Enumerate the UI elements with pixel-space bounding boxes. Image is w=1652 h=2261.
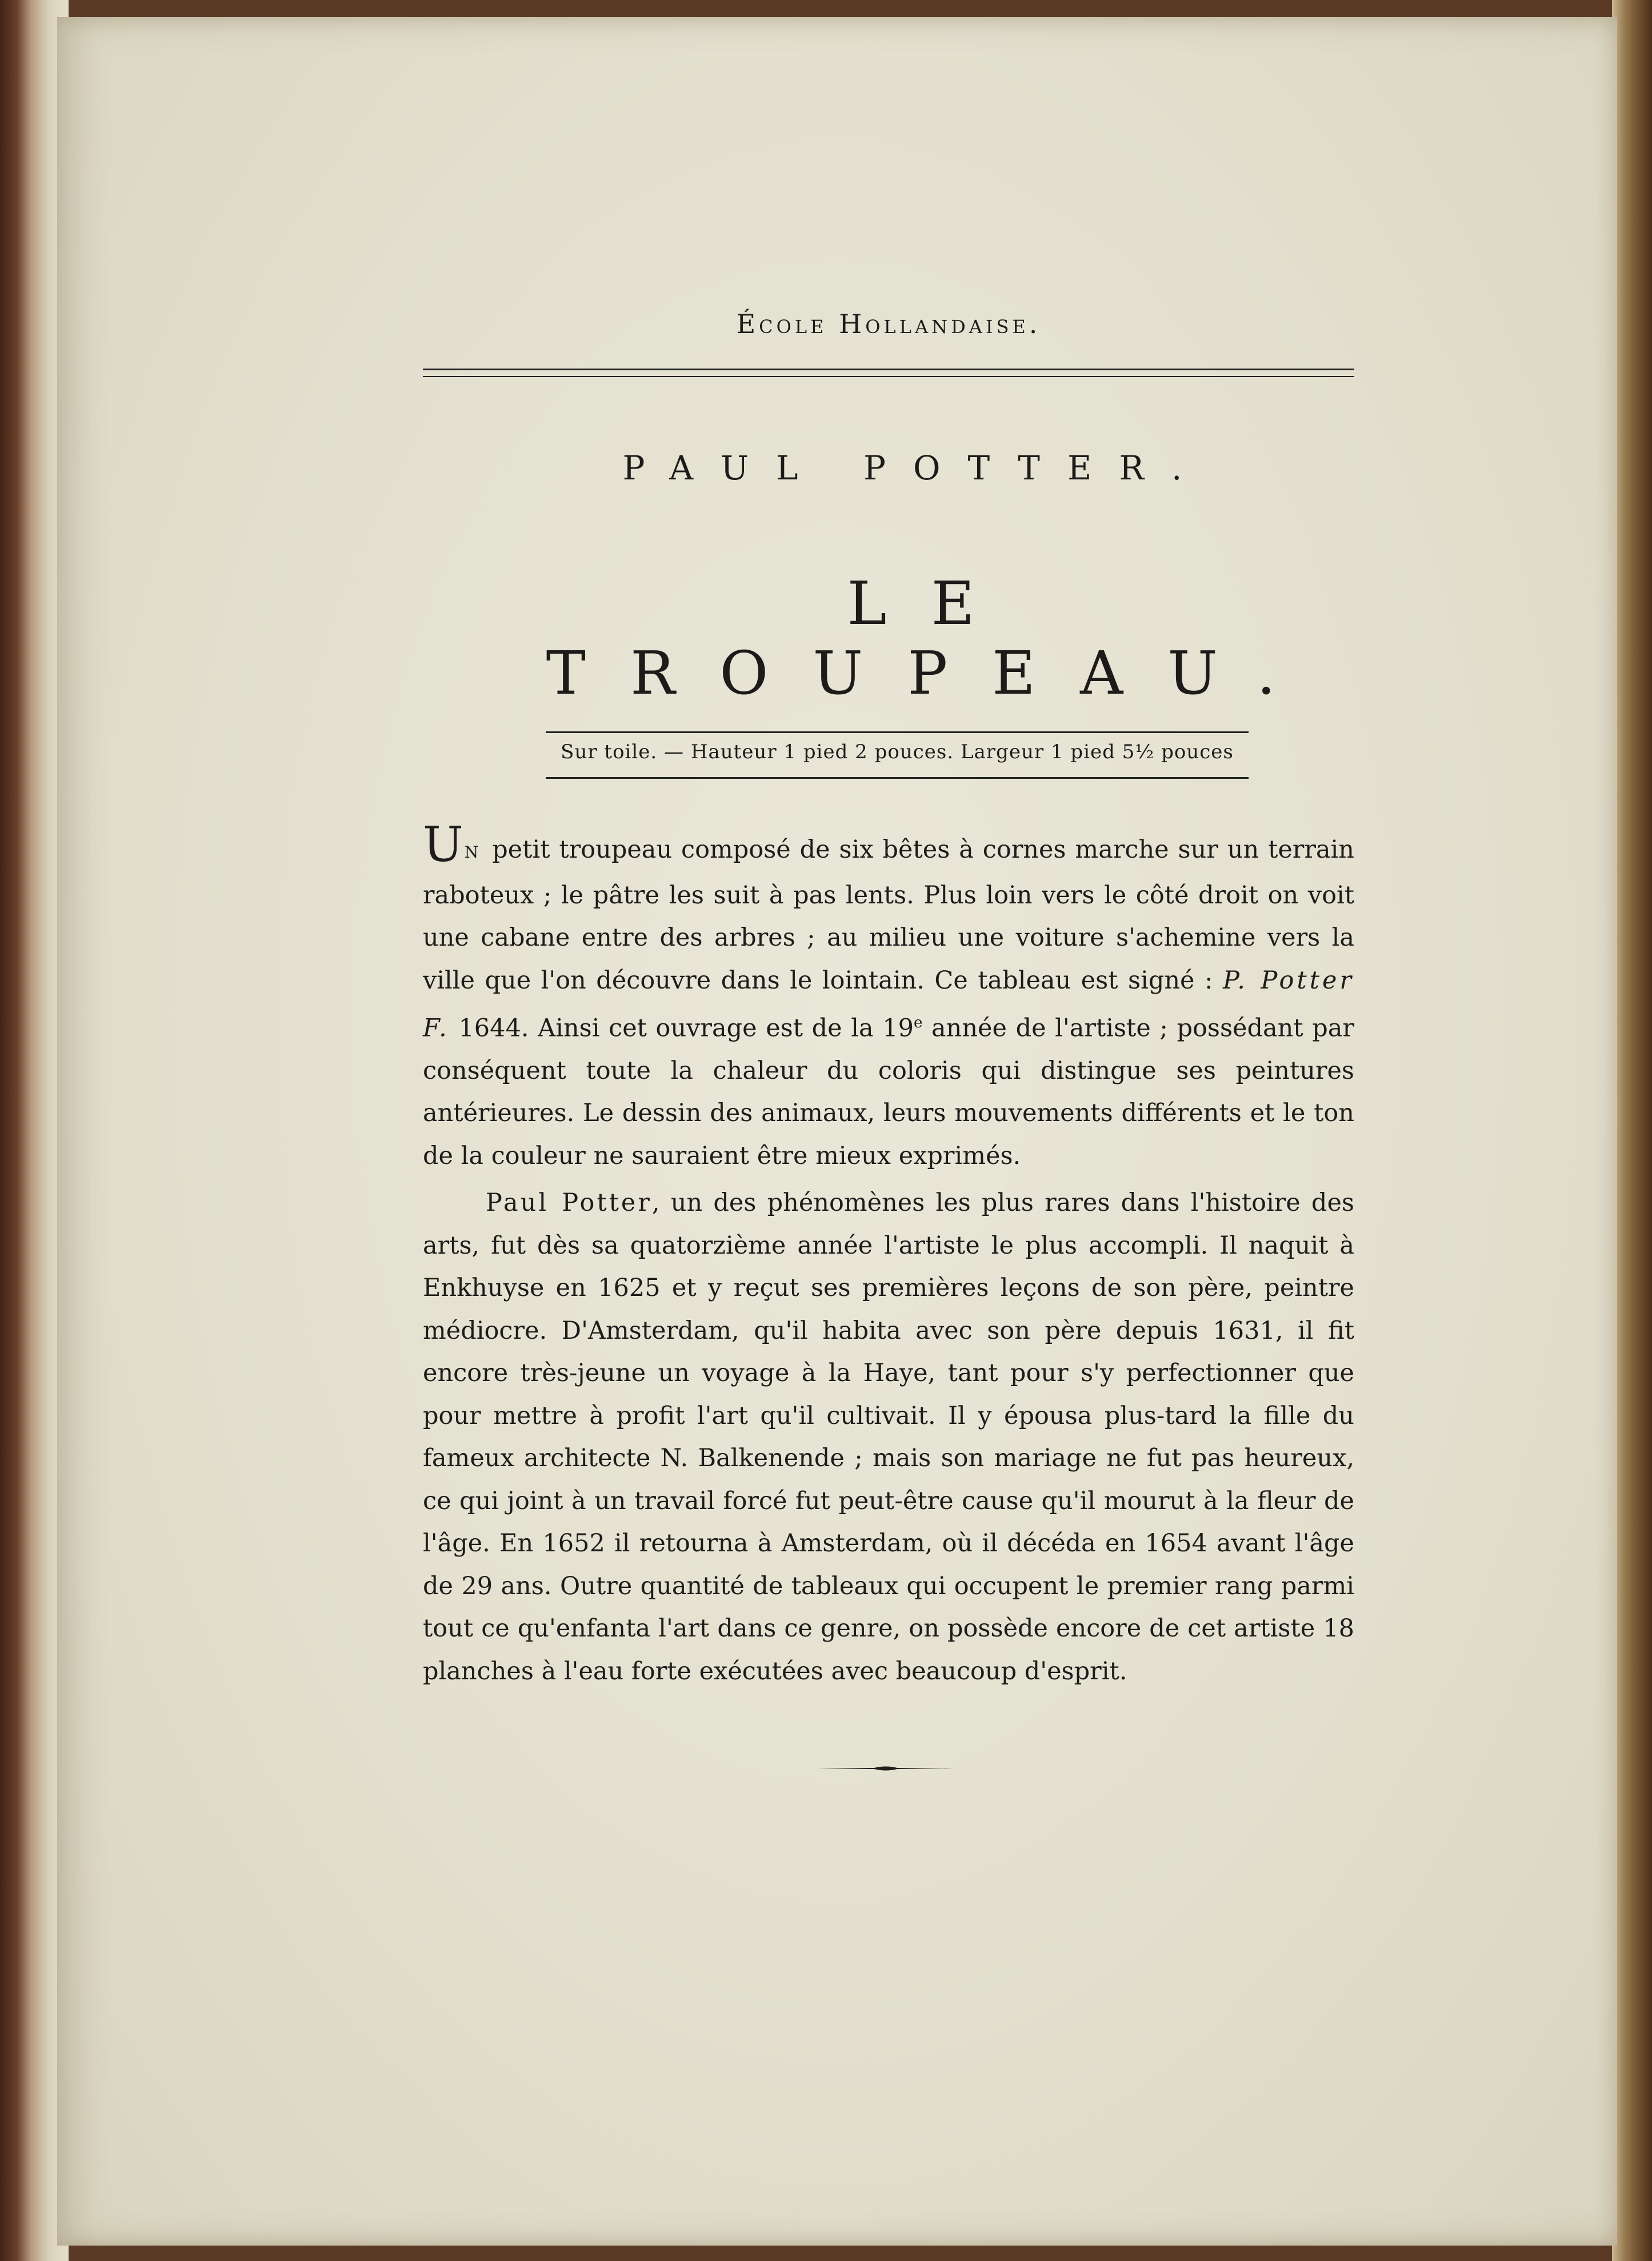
paragraph-2 — [423, 1182, 1354, 1692]
book-page — [57, 17, 1617, 2246]
paragraph-2-text: , un des phénomènes les plus rares dans l'histoire des arts, fut dès sa quatorzième année l'artiste le plus accompli. Il naquit à Enkhuyse en 1625 et y reçut ses premières leçons de son père, peintre médiocre. D'Amsterdam, qu'il habita avec son père depuis 1631, il fit encore très-jeune un voyage à la Haye, tant pour s'y perfectionner que pour mettre à profit l'art qu'il cultivait. Il y épousa plus-tard la fille du fameux architecte N. Balkenende ; mais son mariage ne fut pas heureux, ce qui joint à un travail forcé fut peut-être cause qu'il mourut à la fleur de l'âge. En 1652 il retourna à Amsterdam, où il décéda en 1654 avant l'âge de 29 ans. Outre quantité de tableaux qui occupent le premier rang parmi tout ce qu'enfanta l'art dans ce genre, on possède encore de cet artiste 18 planches à l'eau forte exécutées avec beaucoup d'esprit. — [423, 1188, 1354, 1686]
drop-cap-rest: N — [464, 843, 480, 862]
body-text — [423, 817, 1354, 1692]
paragraph-1-text-b: 1644. Ainsi cet ouvrage est de la 19 — [449, 1014, 914, 1043]
artist-name-inline: Paul Potter — [486, 1188, 652, 1218]
rule-above-dimensions — [546, 731, 1249, 733]
double-rule — [423, 369, 1354, 377]
rule-below-dimensions — [546, 777, 1249, 779]
signature: P. Potter F. — [423, 966, 1354, 1043]
drop-cap: U — [423, 817, 463, 873]
paragraph-1-text-a: petit troupeau composé de six bêtes à cornes marche sur un terrain raboteux ; le pâtre les suit à pas lents. Plus loin vers le côté droit on voit une cabane entre des arbres ; au milieu une voiture s'achemine vers la ville que l'on découvre dans le lointain. Ce tableau est signé : — [423, 835, 1354, 995]
dimensions-line: Sur toile. — Hauteur 1 pied 2 pouces. Largeur 1 pied 5½ pouces — [561, 741, 1234, 763]
page-edge — [1612, 0, 1652, 2261]
superscript: e — [914, 1014, 923, 1031]
paragraph-1-text-c: année de l'artiste ; possédant par conséquent toute la chaleur du coloris qui distingue ses peintures antérieures. Le dessin des animaux, leurs mouvements différents et le ton de la couleur ne sauraient être mieux exprimés. — [423, 1014, 1354, 1170]
artist-name: PAUL POTTER. — [622, 449, 1210, 487]
paragraph-1 — [423, 817, 1354, 1177]
tail-ornament-icon — [817, 1763, 954, 1774]
painting-title: LE TROUPEAU. — [546, 569, 1321, 708]
school-heading: École Hollandaise. — [736, 309, 1041, 339]
